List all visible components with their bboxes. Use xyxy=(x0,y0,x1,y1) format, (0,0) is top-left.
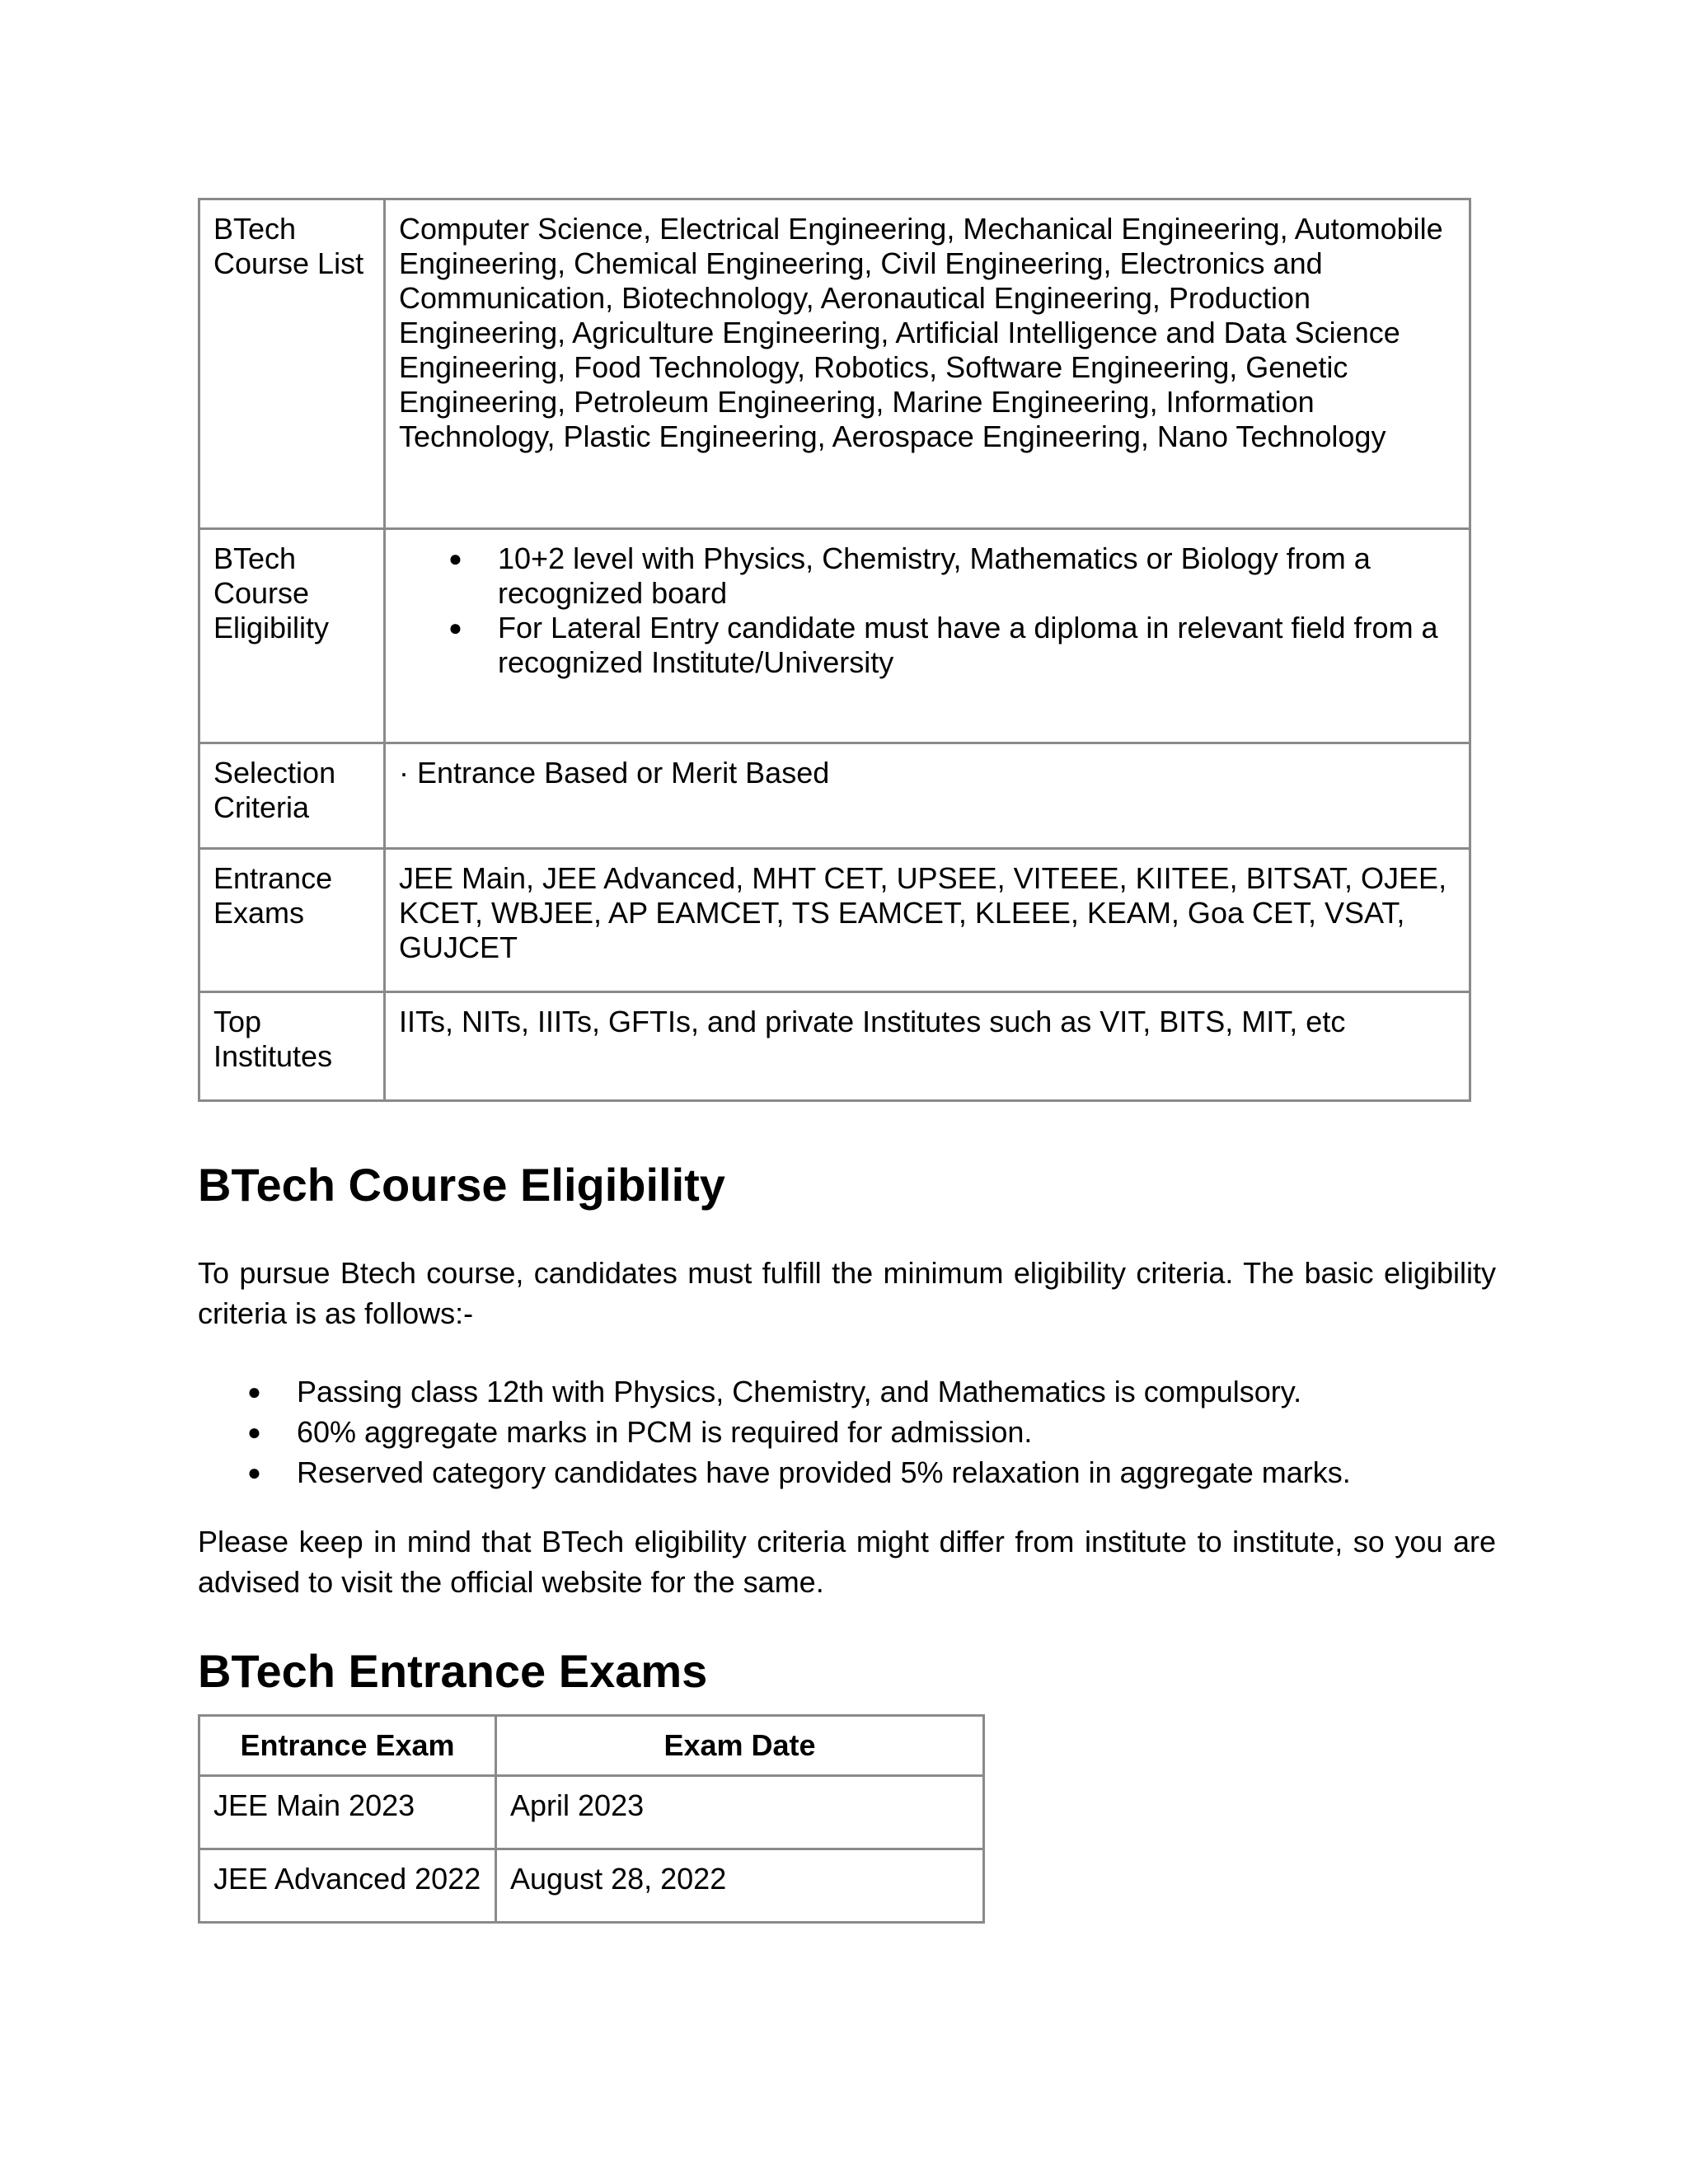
table-row xyxy=(199,1849,984,1923)
column-header-date: Exam Date xyxy=(496,1716,984,1776)
entrance-exam-table xyxy=(198,1714,985,1924)
list-item: ● For Lateral Entry candidate must have a diploma in relevant field from a recognized Institute/University xyxy=(498,611,1456,680)
row-value: IITs, NITs, IIITs, GFTIs, and private Institutes such as VIT, BITS, MIT, etc xyxy=(385,992,1470,1101)
eligibility-intro-paragraph: To pursue Btech course, candidates must fulfill the minimum eligibility criteria. The basic eligibility criteria is as follows:- xyxy=(198,1256,1496,1330)
table-row xyxy=(199,1776,984,1849)
table-row xyxy=(199,529,1470,743)
exam-name-cell: JEE Advanced 2022 xyxy=(199,1849,496,1923)
table-row xyxy=(199,743,1470,849)
table-row xyxy=(199,199,1470,529)
btech-summary-table xyxy=(198,198,1471,1102)
table-row xyxy=(199,992,1470,1101)
list-item: ● Reserved category candidates have provided 5% relaxation in aggregate marks. xyxy=(297,1452,1595,1493)
eligibility-bullet-list xyxy=(399,541,1456,680)
exam-date-cell: August 28, 2022 xyxy=(496,1849,984,1923)
list-item: ● 10+2 level with Physics, Chemistry, Mathematics or Biology from a recognized board xyxy=(498,541,1456,611)
row-label: Top Institutes xyxy=(199,992,385,1101)
row-value: · Entrance Based or Merit Based xyxy=(385,743,1470,849)
exam-name-cell: JEE Main 2023 xyxy=(199,1776,496,1849)
column-header-exam: Entrance Exam xyxy=(199,1716,496,1776)
row-value: Computer Science, Electrical Engineering, Mechanical Engineering, Automobile Engineering, Chemical Engineering, Civil Engineering, Electronics and Communication, Biotechnology, Aeronautical Engineering, Production Engineering, Agriculture Engineering, Artificial Intelligence and Data Science Engineering, Food Technology, Robotics, Software Engineering, Genetic Engineering, Petroleum Engineering, Marine Engineering, Information Technology, Plastic Engineering, Aerospace Engineering, Nano Technology xyxy=(385,199,1470,529)
table-row xyxy=(199,849,1470,992)
row-label: Entrance Exams xyxy=(199,849,385,992)
row-value: JEE Main, JEE Advanced, MHT CET, UPSEE, VITEEE, KIITEE, BITSAT, OJEE, KCET, WBJEE, AP EAMCET, TS EAMCET, KLEEE, KEAM, Goa CET, VSAT, GUJCET xyxy=(385,849,1470,992)
eligibility-note-paragraph: Please keep in mind that BTech eligibility criteria might differ from institute to institute, so you are advised to visit the official website for the same. xyxy=(198,1525,1496,1599)
row-label: BTech Course Eligibility xyxy=(199,529,385,743)
row-label: Selection Criteria xyxy=(199,743,385,849)
section-heading-eligibility: BTech Course Eligibility xyxy=(198,1159,725,1211)
eligibility-criteria-list xyxy=(198,1371,1595,1493)
table-header-row xyxy=(199,1716,984,1776)
row-value xyxy=(385,529,1470,743)
row-label: BTech Course List xyxy=(199,199,385,529)
exam-date-cell: April 2023 xyxy=(496,1776,984,1849)
list-item: ● 60% aggregate marks in PCM is required for admission. xyxy=(297,1412,1595,1452)
list-item: ● Passing class 12th with Physics, Chemistry, and Mathematics is compulsory. xyxy=(297,1371,1595,1412)
section-heading-exams: BTech Entrance Exams xyxy=(198,1645,708,1697)
